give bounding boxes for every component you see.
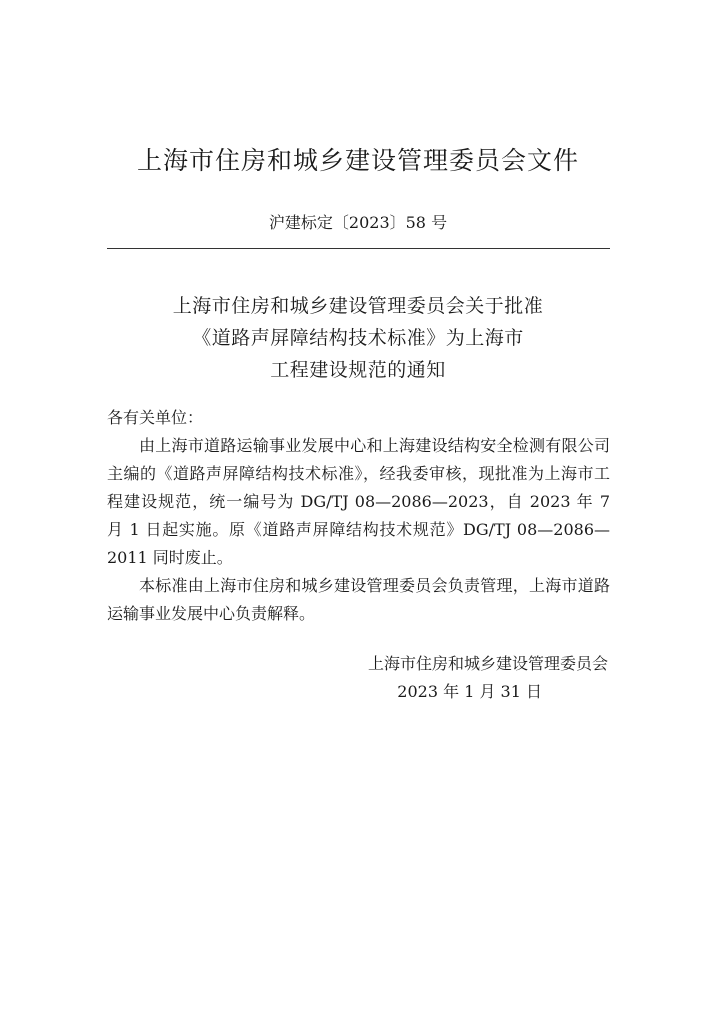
signature-block — [107, 650, 610, 706]
signing-organization: 上海市住房和城乡建设管理委员会 — [367, 654, 608, 673]
notice-title — [0, 290, 716, 386]
signing-date: 2023 年 1 月 31 日 — [397, 682, 542, 701]
notice-title-line: 《道路声屏障结构技术标准》为上海市 — [192, 327, 524, 349]
issuer-title: 上海市住房和城乡建设管理委员会文件 — [136, 146, 579, 175]
body-paragraph: 由上海市道路运输事业发展中心和上海建设结构安全检测有限公司主编的《道路声屏障结构技术标准》，经我委审核，现批准为上海市工程建设规范，统一编号为 DG/TJ 08—2086—2023，自 2023 年 7 月 1 日起实施。原《道路声屏障结构技术规范》DG/TJ 08—2086—2011 同时废止。 — [107, 436, 610, 567]
notice-title-line: 工程建设规范的通知 — [270, 359, 446, 381]
document-number: 沪建标定〔2023〕58 号 — [268, 213, 448, 232]
body-paragraph: 本标准由上海市住房和城乡建设管理委员会负责管理，上海市道路运输事业发展中心负责解释。 — [107, 576, 610, 623]
salutation: 各有关单位： — [107, 408, 204, 427]
notice-body — [107, 404, 610, 628]
notice-title-line: 上海市住房和城乡建设管理委员会关于批准 — [172, 295, 544, 317]
header-divider — [107, 248, 610, 249]
